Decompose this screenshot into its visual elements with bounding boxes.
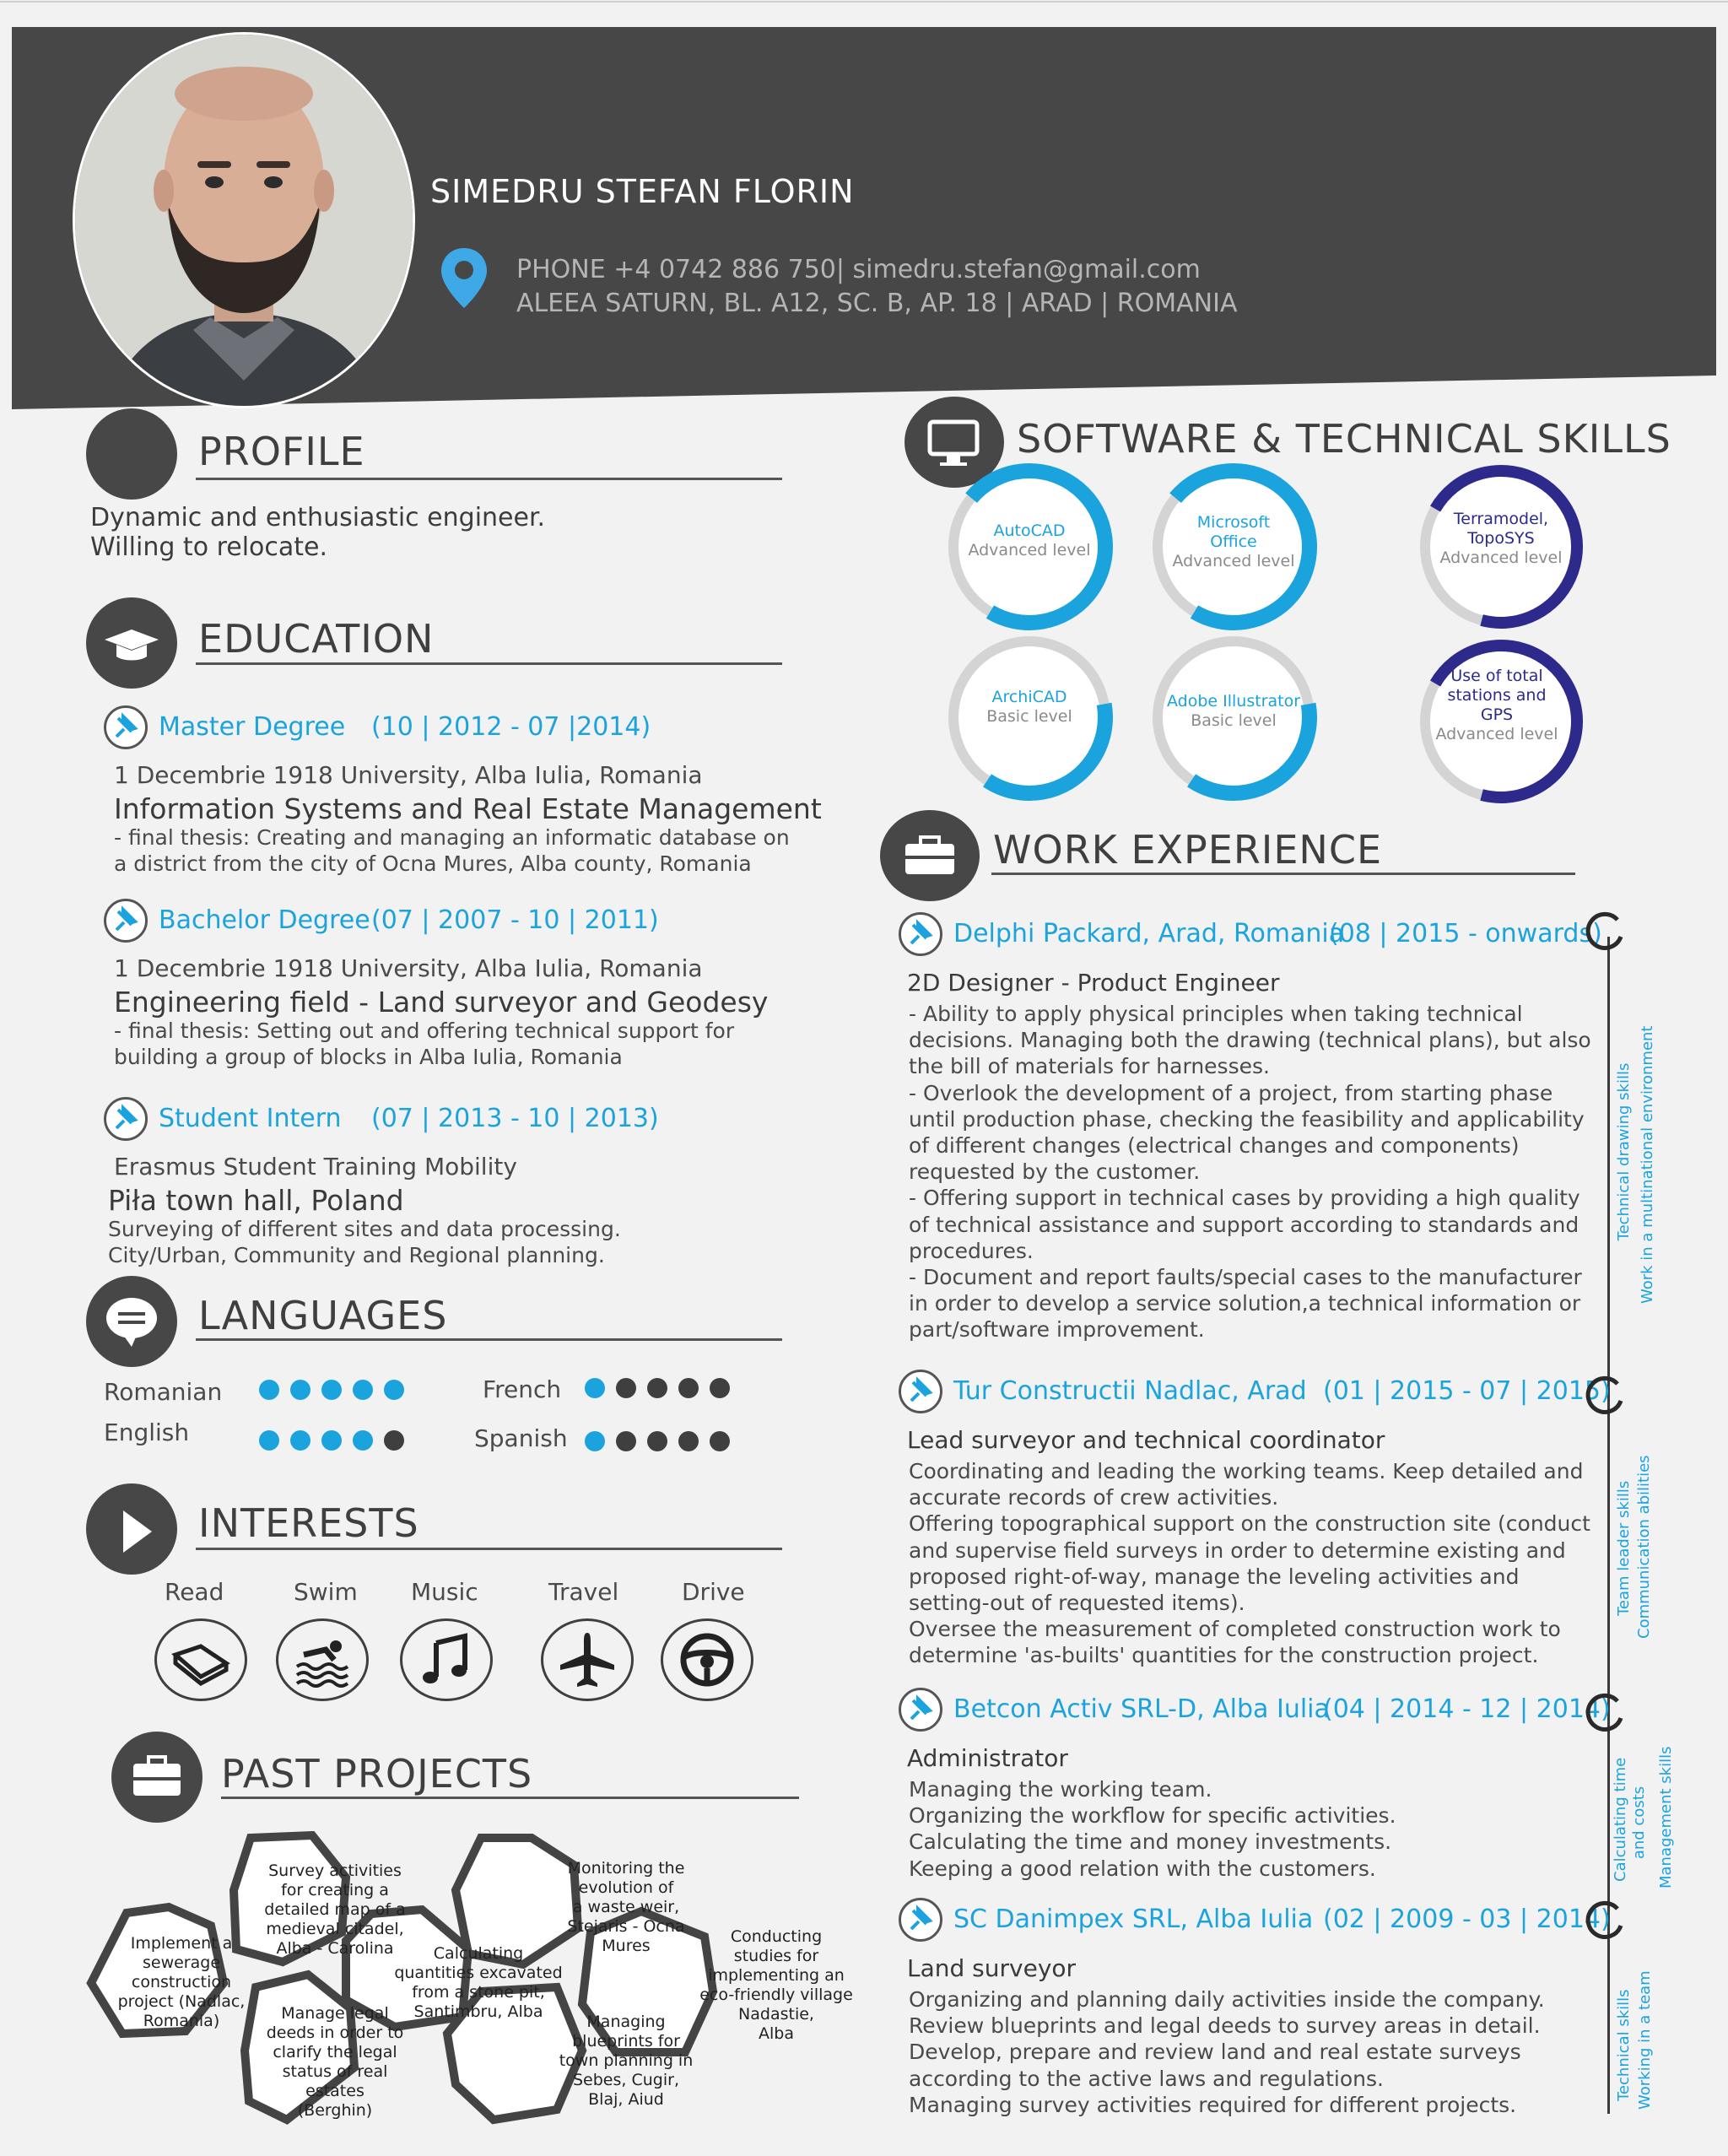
- work-period: (01 | 2015 - 07 | 2015): [1323, 1376, 1611, 1406]
- work-title: WORK EXPERIENCE: [993, 827, 1383, 873]
- project-text: Conducting studies for implementing an eco-friendly village Nadastie, Alba: [699, 1927, 853, 2043]
- language-name: Spanish: [474, 1424, 568, 1452]
- work-side-skills: Work in a multinational environment: [1639, 1025, 1656, 1304]
- work-description: Managing the working team. Organizing the workflow for specific activities. Calculating the time and money investments. Keeping a good relation with the customers.: [909, 1777, 1396, 1881]
- pushpin-icon: [899, 1370, 942, 1413]
- book-icon: [154, 1618, 247, 1701]
- interest-label: Drive: [682, 1578, 745, 1606]
- education-detail: Surveying of different sites and data processing.: [108, 1217, 621, 1241]
- education-detail: building a group of blocks in Alba Iulia, Romania: [114, 1045, 623, 1069]
- work-company: Tur Constructii Nadlac, Arad: [953, 1376, 1307, 1406]
- profile-section-icon: [86, 408, 177, 500]
- work-role: Lead surveyor and technical coordinator: [907, 1426, 1385, 1454]
- location-pin-icon: [439, 246, 489, 310]
- timeline-marker: [1584, 1900, 1626, 1943]
- language-level-dots: [259, 1380, 415, 1403]
- work-period: (04 | 2014 - 12 | 2014): [1323, 1694, 1611, 1724]
- past-projects-title: PAST PROJECTS: [221, 1751, 533, 1797]
- education-period: (07 | 2007 - 10 | 2011): [371, 905, 659, 935]
- pushpin-icon: [104, 899, 148, 943]
- work-side-skills: Working in a team: [1636, 1970, 1654, 2110]
- education-institution: 1 Decembrie 1918 University, Alba Iulia, Romania: [114, 761, 703, 789]
- airplane-icon: [541, 1618, 634, 1701]
- briefcase-icon: [111, 1732, 202, 1823]
- work-role: Land surveyor: [907, 1954, 1077, 1982]
- education-degree: Master Degree: [159, 712, 346, 742]
- education-period: (10 | 2012 - 07 |2014): [371, 712, 651, 742]
- candidate-name: SIMEDRU STEFAN FLORIN: [430, 173, 855, 210]
- work-description: Coordinating and leading the working teams. Keep detailed and accurate records of crew activities. Offering topographical support on the construction site (conduct and supervise field surveys in order to determine existing and proposed right-of-way, manage the leveling activities and setting-out of requested items). Oversee the measurement of completed construction work to determine 'as-builts' quantities for the construction project.: [909, 1459, 1590, 1668]
- contact-address: ALEEA SATURN, BL. A12, SC. B, AP. 18 | ARAD | ROMANIA: [516, 289, 1238, 318]
- work-side-skills: Technical drawing skills: [1615, 1062, 1633, 1241]
- education-period: (07 | 2013 - 10 | 2013): [371, 1104, 659, 1133]
- work-period: (02 | 2009 - 03 | 2014): [1323, 1905, 1611, 1934]
- work-company: Delphi Packard, Arad, Romania: [953, 919, 1345, 948]
- education-detail: a district from the city of Ocna Mures, Alba county, Romania: [114, 851, 752, 876]
- education-title: EDUCATION: [198, 616, 435, 662]
- work-description: - Ability to apply physical principles when taking technical decisions. Managing both the drawing (technical plans), but also the bill of materials for harnesses. - Overlook the development of a project, from starting phase until production phase, checking the feasibility and applicability of different changes (electrical changes and components) requested by the customer. - Offering support in technical cases by providing a high quality of technical assistance and support according to standards and procedures. - Document and report faults/special cases to the manufacturer in order to develop a service solution,a technical information or part/software improvement.: [909, 1002, 1591, 1343]
- language-level-dots: [259, 1430, 415, 1454]
- education-detail: - final thesis: Creating and managing an informatic database on: [114, 825, 790, 850]
- languages-title: LANGUAGES: [198, 1293, 448, 1338]
- work-side-skills: Team leader skills: [1615, 1480, 1633, 1616]
- skill-label: ArchiCAD Basic level: [986, 688, 1072, 726]
- interest-label: Travel: [548, 1578, 619, 1606]
- language-name: French: [483, 1375, 562, 1403]
- project-text: Survey activities for creating a detailed map of a medieval citadel, Alba - Carolina: [264, 1862, 406, 1958]
- work-side-skills: Management skills: [1657, 1746, 1675, 1889]
- work-description: Organizing and planning daily activities inside the company. Review blueprints and legal deeds to survey areas in detail. Develop, prepare and review land and real estate surveys according to the active laws and regulations. Managing survey activities required for different projects.: [909, 1987, 1545, 2117]
- pushpin-icon: [899, 1688, 942, 1732]
- education-field: Engineering field - Land surveyor and Geodesy: [114, 986, 769, 1019]
- steering-wheel-icon: [661, 1618, 753, 1701]
- toolbox-icon: [880, 810, 980, 901]
- work-side-skills: Calculating time and costs: [1612, 1757, 1648, 1882]
- work-role: Administrator: [907, 1744, 1068, 1772]
- timeline-marker: [1584, 1375, 1626, 1418]
- swim-icon: [276, 1618, 369, 1701]
- education-detail: City/Urban, Community and Regional planning.: [108, 1243, 605, 1267]
- project-text: Manage legal deeds in order to clarify the legal status of real estates (Berghin): [266, 2004, 404, 2120]
- interests-divider: [196, 1548, 782, 1550]
- profile-title: PROFILE: [198, 429, 365, 474]
- languages-divider: [196, 1338, 782, 1341]
- work-divider: [991, 873, 1575, 875]
- work-company: Betcon Activ SRL-D, Alba Iulia: [953, 1694, 1330, 1724]
- interest-label: Music: [411, 1578, 478, 1606]
- interests-title: INTERESTS: [198, 1500, 419, 1546]
- education-field: Piła town hall, Poland: [108, 1184, 404, 1217]
- skill-label: Microsoft Office Advanced level: [1172, 513, 1295, 570]
- profile-line-2: Willing to relocate.: [90, 532, 328, 562]
- pushpin-icon: [899, 1898, 942, 1942]
- language-name: English: [104, 1418, 190, 1446]
- interest-label: Read: [165, 1578, 224, 1606]
- contact-phone-email: PHONE +4 0742 886 750| simedru.stefan@gmail.com: [516, 255, 1201, 284]
- profile-photo: [73, 32, 415, 408]
- play-icon: [86, 1483, 177, 1575]
- interest-label: Swim: [294, 1578, 358, 1606]
- work-side-skills: Technical skills: [1615, 1989, 1633, 2101]
- profile-line-1: Dynamic and enthusiastic engineer.: [90, 503, 546, 532]
- education-degree: Student Intern: [159, 1104, 342, 1133]
- education-divider: [196, 662, 782, 665]
- project-text: Implement a sewerage construction project (Nadlac, Romania): [117, 1934, 246, 2030]
- graduation-cap-icon: [86, 597, 177, 689]
- skills-title: SOFTWARE & TECHNICAL SKILLS: [1017, 416, 1671, 462]
- pushpin-icon: [104, 705, 148, 749]
- education-degree: Bachelor Degree: [159, 905, 370, 935]
- education-detail: - final thesis: Setting out and offering technical support for: [114, 1019, 735, 1043]
- work-period: (08 | 2015 - onwards): [1329, 919, 1602, 948]
- education-field: Information Systems and Real Estate Management: [114, 792, 822, 825]
- profile-divider: [196, 478, 782, 480]
- project-text: Monitoring the evolution of a waste weir, Stejaris - Ocna Mures: [567, 1859, 685, 1955]
- skill-label: Adobe Illustrator Basic level: [1166, 692, 1301, 730]
- language-level-dots: [585, 1431, 741, 1455]
- work-role: 2D Designer - Product Engineer: [907, 969, 1280, 997]
- language-level-dots: [585, 1378, 741, 1402]
- work-side-skills: Communication abilities: [1635, 1455, 1653, 1639]
- work-company: SC Danimpex SRL, Alba Iulia: [953, 1905, 1314, 1934]
- pushpin-icon: [104, 1097, 148, 1141]
- language-name: Romanian: [104, 1378, 223, 1406]
- project-text: Managing blueprints for town planning in Sebes, Cugir, Blaj, Aiud: [559, 2013, 694, 2109]
- speech-bubble-icon: [86, 1276, 177, 1367]
- timeline-marker: [1584, 911, 1626, 954]
- skill-label: AutoCAD Advanced level: [968, 521, 1091, 559]
- music-note-icon: [400, 1618, 493, 1701]
- past-projects-divider: [221, 1797, 799, 1799]
- education-institution: 1 Decembrie 1918 University, Alba Iulia, Romania: [114, 954, 703, 982]
- skill-label: Terramodel, TopoSYS Advanced level: [1439, 510, 1563, 567]
- education-institution: Erasmus Student Training Mobility: [114, 1153, 517, 1181]
- skill-label: Use of total stations and GPS Advanced level: [1435, 667, 1558, 743]
- timeline-marker: [1584, 1693, 1626, 1735]
- pushpin-icon: [899, 912, 942, 956]
- project-text: Calculating quantities excavated from a stone pit, Santimbru, Alba: [394, 1944, 563, 2021]
